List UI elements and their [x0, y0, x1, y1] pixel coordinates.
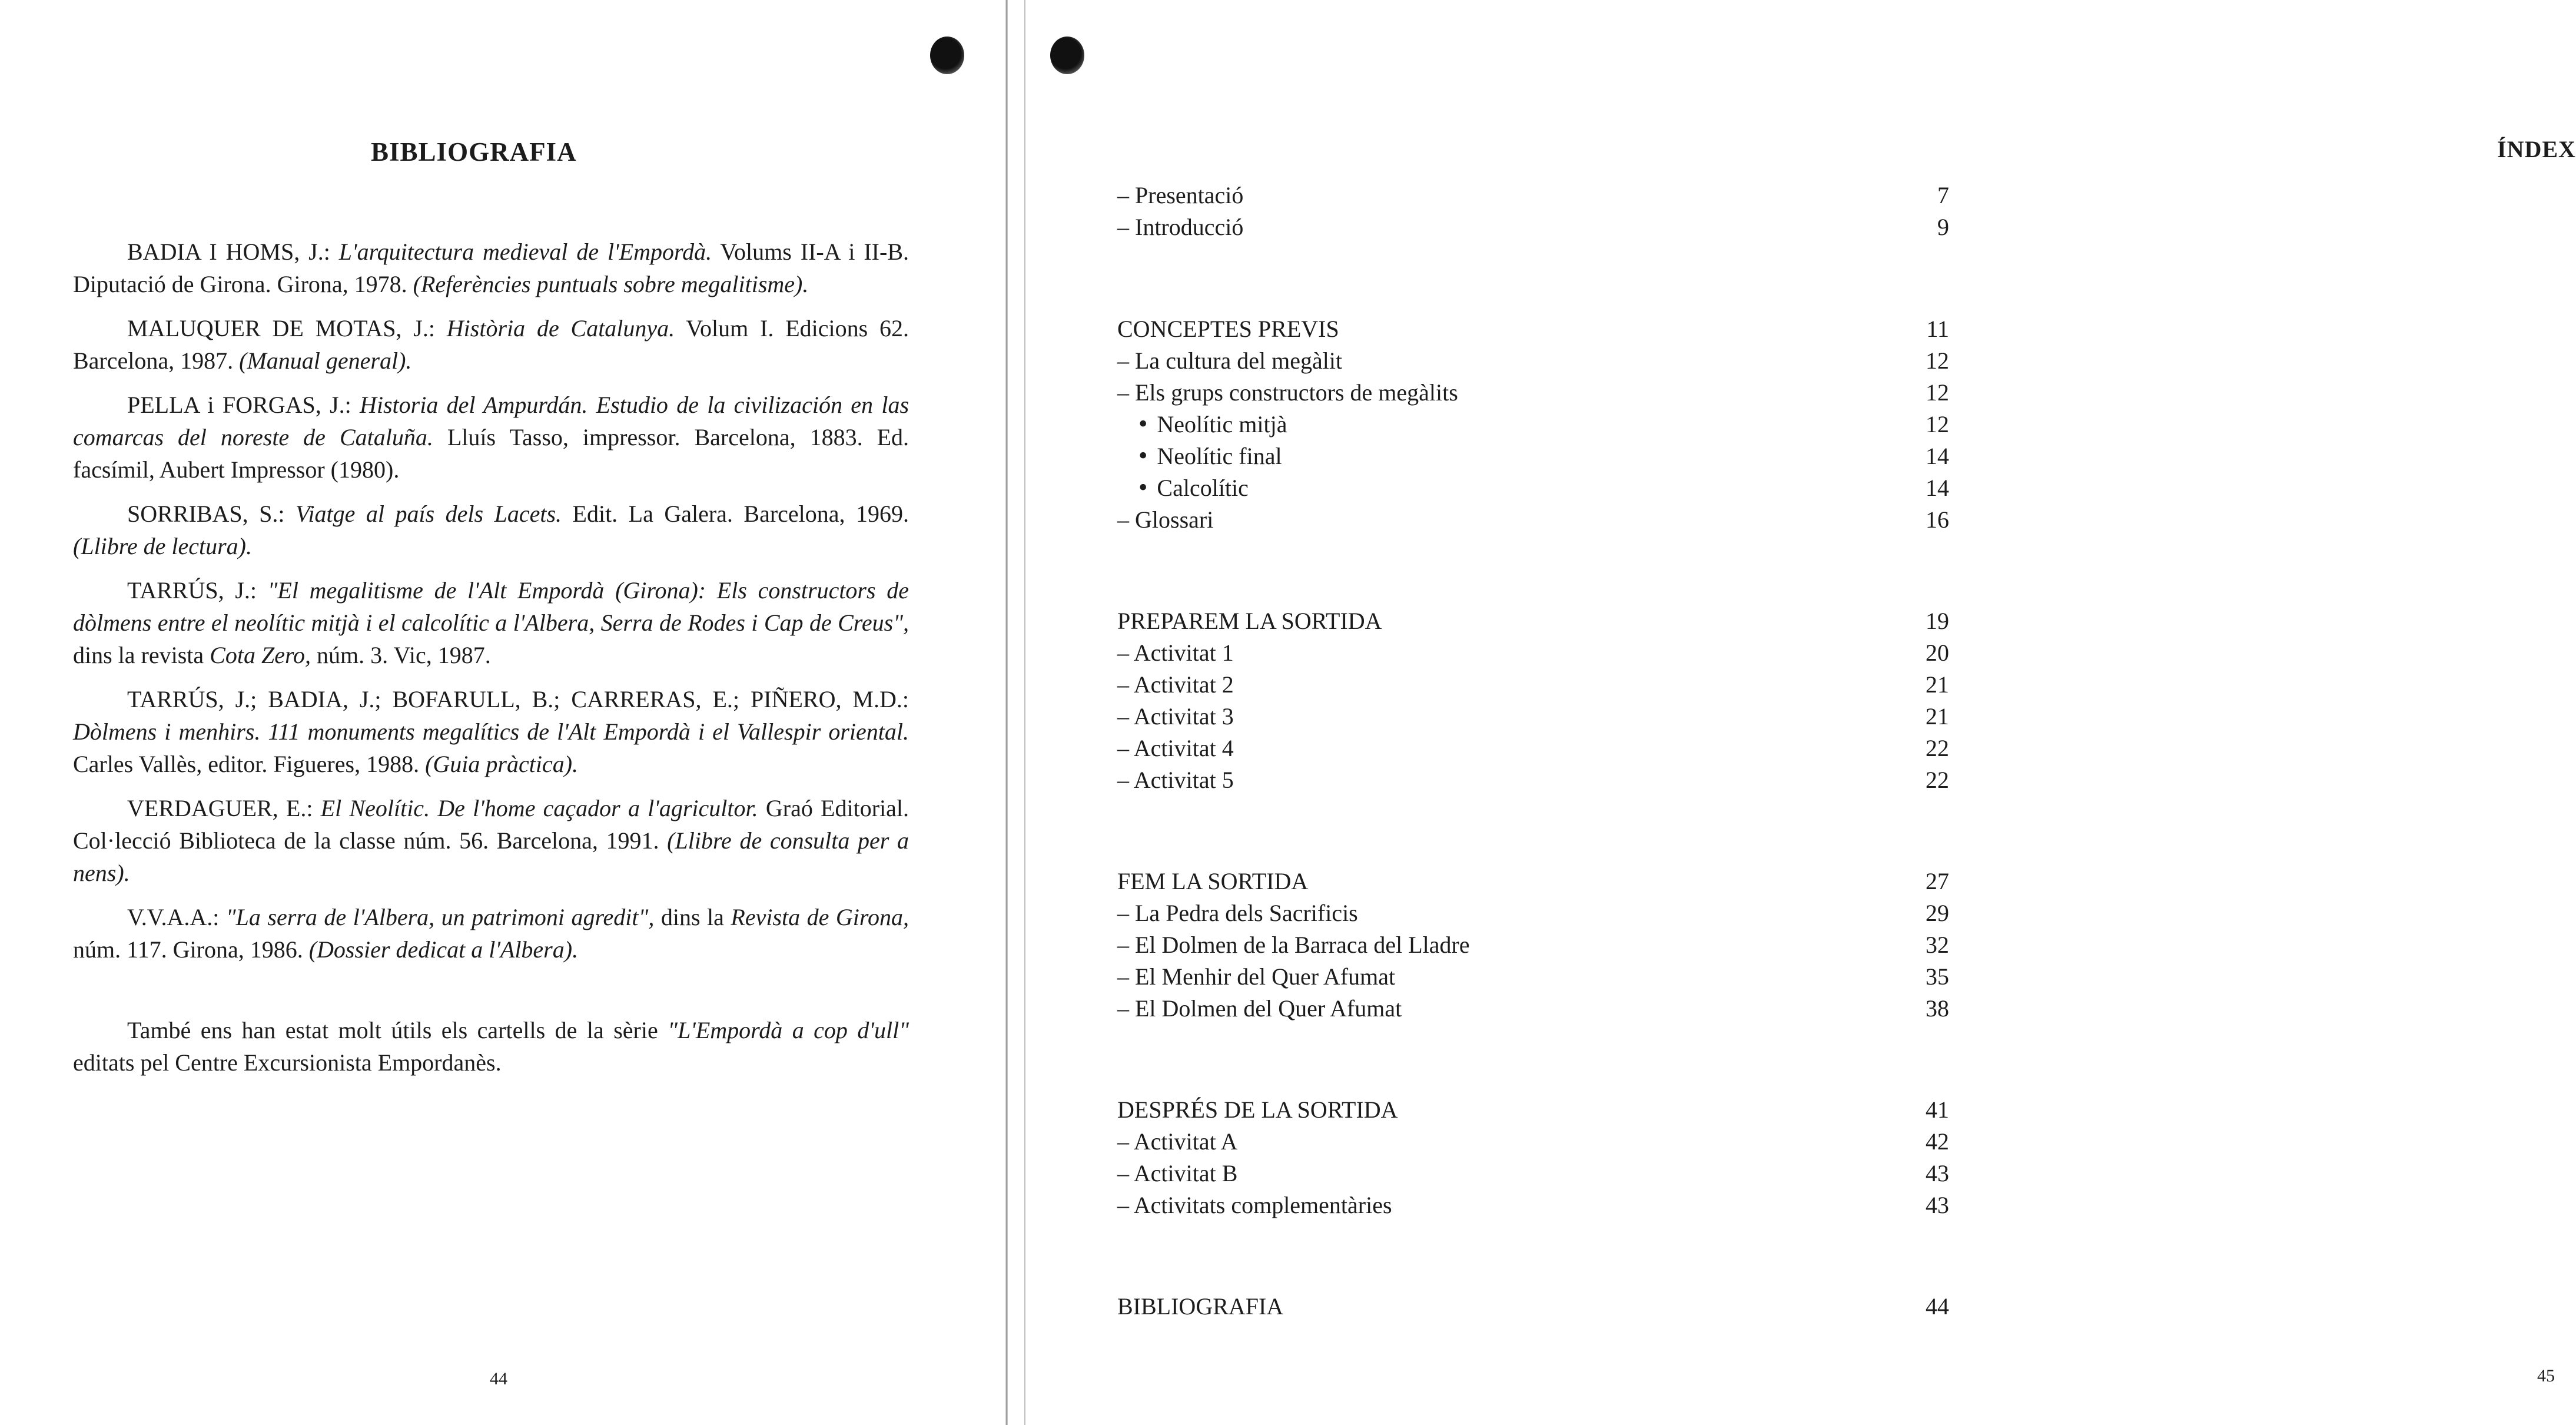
entry-work: Historia del Ampurdán. Estudio de la civilización en las comarcas del noreste de Cataluña. — [73, 392, 909, 450]
index-row-label: – Activitat 5 — [1117, 767, 1234, 793]
index-row — [1117, 377, 1949, 409]
entry-details: Graó Editorial. Col·lecció Biblioteca de la classe núm. 56. Barcelona, 1991. — [73, 795, 909, 854]
index-row-page: 9 — [1937, 214, 1949, 240]
index-row-page: 29 — [1926, 900, 1949, 926]
page-number-right: 45 — [2537, 1366, 2555, 1386]
index-row-label: • Calcolític — [1117, 472, 1249, 502]
index-row — [1117, 180, 1949, 211]
entry-work: "El megalitisme de l'Alt Empordà (Girona): Els constructors de dòlmens entre el neolític mitjà i el calcolític a l'Albera, Serra de Rodes i Cap de Creus", — [73, 577, 909, 636]
index-row — [1117, 211, 1949, 243]
index-dot-leader — [1400, 1189, 1906, 1213]
index-row-label: – El Menhir del Quer Afumat — [1117, 963, 1396, 990]
index-section-heading — [1117, 1094, 1949, 1126]
index-row-page: 21 — [1926, 703, 1949, 730]
index-dot-leader — [1252, 211, 1906, 235]
index-row-label: • Neolític mitjà — [1117, 409, 1287, 439]
index-section-heading — [1117, 866, 1949, 897]
bibliography-title: BIBLIOGRAFIA — [371, 137, 577, 167]
page-left — [0, 0, 1008, 1425]
closing-note-title: "L'Empordà a cop d'ull" — [668, 1017, 909, 1043]
index-row-label: PREPAREM LA SORTIDA — [1117, 608, 1382, 634]
index-dot-leader — [1246, 1126, 1906, 1149]
index-row-label: FEM LA SORTIDA — [1117, 868, 1309, 894]
bibliography-entry — [73, 236, 909, 300]
bibliography-entry — [73, 312, 909, 377]
entry-author: V.V.A.A.: — [127, 904, 226, 930]
index-dot-leader — [1242, 701, 1906, 724]
index-row — [1117, 961, 1949, 993]
index-row — [1117, 637, 1949, 669]
index-dot-leader — [1295, 409, 1906, 432]
entry-note: (Llibre de lectura). — [73, 533, 253, 559]
index-dot-leader — [1406, 1094, 1906, 1118]
index-row-page: 27 — [1926, 868, 1949, 894]
index-dot-leader — [1242, 669, 1906, 692]
entry-extra: núm. 117. Girona, 1986. — [73, 936, 309, 963]
closing-note-text-end: editats pel Centre Excursionista Empordanès. — [73, 1049, 502, 1076]
entry-note: (Referències puntuals sobre megalitisme). — [413, 271, 809, 297]
index-row-label: – Els grups constructors de megàlits — [1117, 379, 1458, 406]
index-dot-leader — [1366, 897, 1906, 921]
index-row — [1117, 897, 1949, 929]
entry-author: TARRÚS, J.; BADIA, J.; BOFARULL, B.; CARRERAS, E.; PIÑERO, M.D.: — [127, 686, 909, 712]
index-section-heading — [1117, 1291, 1949, 1323]
index-dot-leader — [1403, 961, 1906, 985]
bibliography-entry — [73, 498, 909, 562]
bibliography-entry — [73, 389, 909, 486]
closing-note-text: També ens han estat molt útils els cartells de la sèrie — [127, 1017, 668, 1043]
index-row — [1117, 669, 1949, 701]
index-dot-leader — [1316, 866, 1906, 889]
entry-author: SORRIBAS, S.: — [127, 501, 296, 527]
bibliography-entry — [73, 574, 909, 671]
index-row-page: 41 — [1926, 1096, 1949, 1123]
index-row-label: – Activitat 1 — [1117, 639, 1234, 666]
bibliography-entry — [73, 683, 909, 780]
index-row — [1117, 1189, 1949, 1221]
index-row-page: 21 — [1926, 671, 1949, 698]
bibliography-list — [73, 236, 909, 977]
index-row-page: 35 — [1926, 963, 1949, 990]
index-dot-leader — [1350, 345, 1906, 369]
entry-author: BADIA I HOMS, J.: — [127, 238, 339, 265]
index-row-page: 43 — [1926, 1160, 1949, 1187]
entry-note: Revista de Girona, — [731, 904, 909, 930]
entry-details: Volum I. Edicions 62. Barcelona, 1987. — [73, 315, 909, 374]
index-row-label: – La Pedra dels Sacrificis — [1117, 900, 1358, 926]
index-row-label: DESPRÉS DE LA SORTIDA — [1117, 1096, 1398, 1123]
entry-extra-note: (Dossier dedicat a l'Albera). — [308, 936, 579, 963]
entry-details: Volums II-A i II-B. Diputació de Girona. Girona, 1978. — [73, 238, 909, 297]
index-dot-leader — [1246, 1158, 1906, 1181]
bibliography-closing-note — [73, 1014, 909, 1079]
index-row-page: 43 — [1926, 1192, 1949, 1218]
index-row — [1117, 733, 1949, 764]
index-dot-leader — [1290, 440, 1906, 464]
entry-work: Història de Catalunya. — [446, 315, 675, 342]
index-row-label: – Activitat 2 — [1117, 671, 1234, 698]
index-row-page: 32 — [1926, 932, 1949, 958]
index-row — [1117, 1126, 1949, 1158]
index-row — [1117, 764, 1949, 796]
index-row — [1117, 409, 1949, 440]
index-row-page: 16 — [1926, 506, 1949, 533]
index-row — [1117, 993, 1949, 1025]
index-row-page: 19 — [1926, 608, 1949, 634]
index-row-page: 22 — [1926, 735, 1949, 761]
index-row-label: BIBLIOGRAFIA — [1117, 1293, 1284, 1320]
entry-details: Edit. La Galera. Barcelona, 1969. — [562, 501, 909, 527]
index-dot-leader — [1292, 1291, 1906, 1314]
index-row-label: – Activitat A — [1117, 1128, 1238, 1155]
index-row-label: – Activitat 3 — [1117, 703, 1234, 730]
index-title: ÍNDEX — [2497, 136, 2576, 163]
index-row-label: • Neolític final — [1117, 440, 1282, 470]
index-dot-leader — [1221, 504, 1906, 528]
entry-work: L'arquitectura medieval de l'Empordà. — [338, 238, 712, 265]
index-dot-leader — [1390, 605, 1906, 629]
index-row-label: – El Dolmen del Quer Afumat — [1117, 995, 1402, 1022]
index-dot-leader — [1257, 472, 1906, 496]
index-dot-leader — [1242, 733, 1906, 756]
index-row-page: 44 — [1926, 1293, 1949, 1320]
entry-note: (Llibre de consulta per a nens). — [73, 827, 909, 886]
entry-details: dins la revista — [73, 642, 210, 668]
entry-note: (Guia pràctica). — [425, 751, 579, 777]
index-dot-leader — [1478, 929, 1906, 953]
entry-work: "La serra de l'Albera, un patrimoni agredit", — [225, 904, 655, 930]
index-dot-leader — [1242, 637, 1906, 661]
index-row-page: 12 — [1926, 411, 1949, 438]
page-number-left: 44 — [490, 1369, 507, 1388]
index-row-page: 7 — [1937, 182, 1949, 208]
index-row — [1117, 345, 1949, 377]
entry-author: MALUQUER DE MOTAS, J.: — [127, 315, 447, 342]
index-row — [1117, 440, 1949, 472]
index-section-heading — [1117, 605, 1949, 637]
entry-extra: núm. 3. Vic, 1987. — [311, 642, 491, 668]
index-row-page: 14 — [1926, 443, 1949, 469]
entry-author: TARRÚS, J.: — [127, 577, 268, 604]
index-row — [1117, 1158, 1949, 1189]
bibliography-entry — [73, 792, 909, 889]
index-dot-leader — [1252, 180, 1906, 203]
index-row-label: – El Dolmen de la Barraca del Lladre — [1117, 932, 1470, 958]
index-dot-leader — [1466, 377, 1906, 400]
index-row-page: 38 — [1926, 995, 1949, 1022]
index-row — [1117, 504, 1949, 536]
index-row — [1117, 929, 1949, 961]
index-dot-leader — [1242, 764, 1906, 788]
entry-work: Dòlmens i menhirs. 111 monuments megalítics de l'Alt Empordà i el Vallespir oriental. — [73, 718, 909, 745]
entry-author: VERDAGUER, E.: — [127, 795, 321, 821]
entry-author: PELLA i FORGAS, J.: — [127, 392, 360, 418]
entry-work: Viatge al país dels Lacets. — [295, 501, 562, 527]
index-row-label: – Activitats complementàries — [1117, 1192, 1392, 1218]
index-row-page: 11 — [1926, 316, 1949, 342]
entry-note: (Manual general). — [239, 347, 412, 374]
index-row-label: – Presentació — [1117, 182, 1244, 208]
index-section-heading — [1117, 313, 1949, 345]
entry-work: El Neolític. De l'home caçador a l'agricultor. — [320, 795, 758, 821]
entry-note: Cota Zero, — [210, 642, 311, 668]
index-row-label: CONCEPTES PREVIS — [1117, 316, 1339, 342]
index-dot-leader — [1410, 993, 1906, 1016]
index-row-page: 12 — [1926, 347, 1949, 374]
index-row-page: 20 — [1926, 639, 1949, 666]
index-row-page: 12 — [1926, 379, 1949, 406]
index-row-page: 14 — [1926, 475, 1949, 501]
entry-details: dins la — [654, 904, 731, 930]
bibliography-entry — [73, 901, 909, 966]
entry-details: Lluís Tasso, impressor. Barcelona, 1883. Ed. facsímil, Aubert Impressor (1980). — [73, 424, 909, 483]
index-row — [1117, 472, 1949, 504]
index-row-label: – Glossari — [1117, 506, 1214, 533]
entry-details: Carles Vallès, editor. Figueres, 1988. — [73, 751, 426, 777]
index-dot-leader — [1347, 313, 1906, 337]
index-row-label: – Introducció — [1117, 214, 1244, 240]
index-row — [1117, 701, 1949, 733]
index-row-page: 22 — [1926, 767, 1949, 793]
index-row-label: – Activitat B — [1117, 1160, 1238, 1187]
index-row-label: – Activitat 4 — [1117, 735, 1234, 761]
index-row-page: 42 — [1926, 1128, 1949, 1155]
index-row-label: – La cultura del megàlit — [1117, 347, 1343, 374]
